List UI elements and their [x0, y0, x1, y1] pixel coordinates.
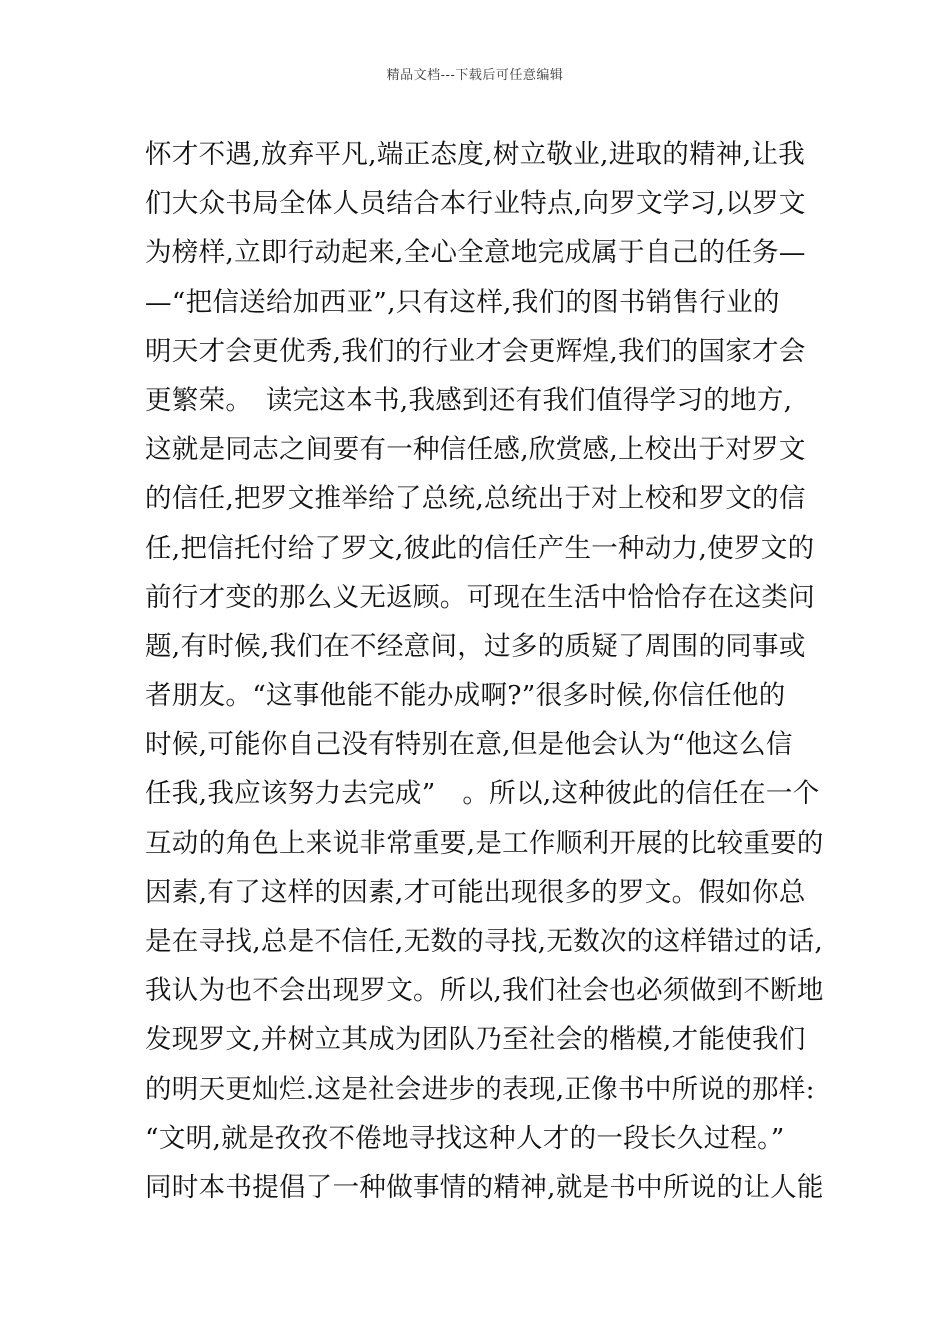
text-line: 前行才变的那么义无返顾。可现在生活中恰恰存在这类问: [145, 581, 815, 613]
text-line: 者朋友。“这事他能不能办成啊?”很多时候,你信任他的: [145, 680, 786, 712]
text-line: 因素,有了这样的因素,才可能出现很多的罗文。假如你总: [145, 876, 806, 908]
text-line: —“把信送给加西亚”,只有这样,我们的图书销售行业的: [145, 286, 780, 318]
text-line: 是在寻找,总是不信任,无数的寻找,无数次的这样错过的话,: [145, 926, 824, 957]
text-line: 题,有时候,我们在不经意间，过多的质疑了周围的同事或: [145, 630, 806, 662]
text-line: 更繁荣。 读完这本书,我感到还有我们值得学习的地方,: [145, 384, 793, 416]
text-line: 发现罗文,并树立其成为团队乃至社会的楷模,才能使我们: [145, 1024, 806, 1056]
page-header: 精品文档---下载后可任意编辑: [386, 68, 564, 83]
text-line: 这就是同志之间要有一种信任感,欣赏感,上校出于对罗文: [145, 434, 806, 466]
text-line: 互动的角色上来说非常重要,是工作顺利开展的比较重要的: [145, 827, 824, 859]
document-body: [145, 130, 825, 1212]
text-line: 为榜样,立即行动起来,全心全意地完成属于自己的任务—: [145, 237, 806, 269]
text-line: 同时本书提倡了一种做事情的精神,就是书中所说的让人能: [145, 1171, 824, 1203]
text-line: 的信任,把罗文推举给了总统,总统出于对上校和罗文的信: [145, 483, 806, 515]
text-line: 任,把信托付给了罗文,彼此的信任产生一种动力,使罗文的: [145, 532, 815, 564]
text-line: 时候,可能你自己没有特别在意,但是他会认为“他这么信: [145, 729, 793, 761]
text-line: 的明天更灿烂.这是社会进步的表现,正像书中所说的那样:: [145, 1073, 815, 1105]
text-line: 怀才不遇,放弃平凡,端正态度,树立敬业,进取的精神,让我: [145, 139, 806, 170]
text-line: 们大众书局全体人员结合本行业特点,向罗文学习,以罗文: [145, 188, 806, 220]
text-line: 任我,我应该努力去完成” 。所以,这种彼此的信任在一个: [145, 778, 820, 810]
text-line: “文明,就是孜孜不倦地寻找这种人才的一段长久过程。”: [145, 1122, 785, 1154]
text-line: 我认为也不会出现罗文。所以,我们社会也必须做到不断地: [145, 975, 824, 1007]
text-line: 明天才会更优秀,我们的行业才会更辉煌,我们的国家才会: [145, 335, 806, 367]
